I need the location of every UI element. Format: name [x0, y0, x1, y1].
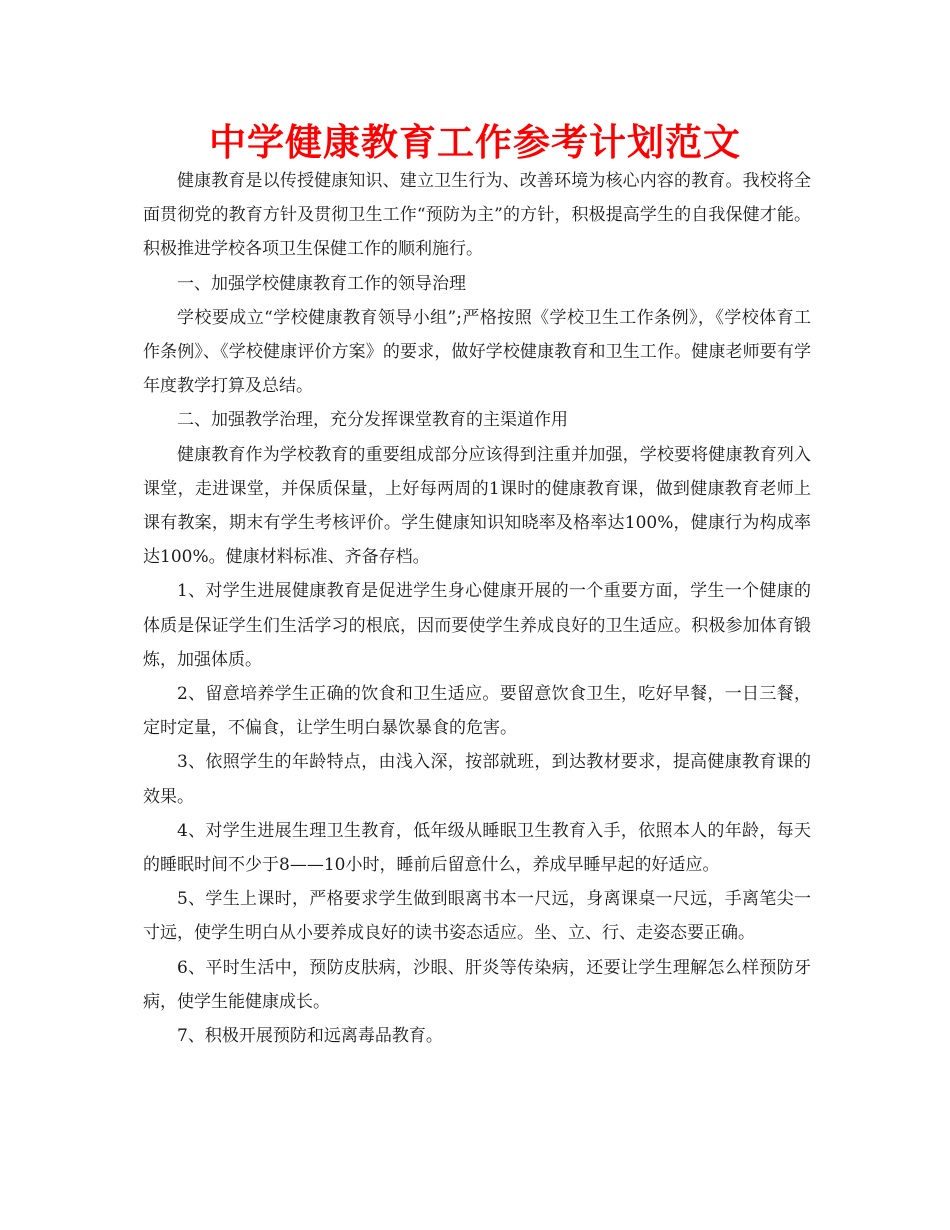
section-heading-2: 二、加强教学治理，充分发挥课堂教育的主渠道作用	[177, 410, 568, 431]
list-item: 2、留意培养学生正确的饮食和卫生适应。要留意饮食卫生，吃好早餐，一日三餐，定时定量，不偏食，让学生明白暴饮暴食的危害。	[143, 684, 811, 739]
list-item: 1、对学生进展健康教育是促进学生身心健康开展的一个重要方面，学生一个健康的体质是保证学生们生活学习的根底，因而要使学生养成良好的卫生适应。积极参加体育锻炼，加强体质。	[143, 581, 811, 670]
document-body	[143, 164, 811, 1053]
paragraph-intro: 健康教育是以传授健康知识、建立卫生行为、改善环境为核心内容的教育。我校将全面贯彻党的教育方针及贯彻卫生工作“预防为主”的方针，积极提高学生的自我保健才能。积极推进学校各项卫生保健工作的顺利施行。	[143, 171, 811, 260]
paragraph: 健康教育作为学校教育的重要组成部分应该得到注重并加强，学校要将健康教育列入课堂，走进课堂，并保质保量，上好每两周的1课时的健康教育课，做到健康教育老师上课有教案，期末有学生考核评价。学生健康知识知晓率及格率达100%，健康行为构成率达100%。健康材料标准、齐备存档。	[143, 444, 811, 568]
section-heading-1: 一、加强学校健康教育工作的领导治理	[177, 273, 466, 294]
list-item: 6、平时生活中，预防皮肤病，沙眼、肝炎等传染病，还要让学生理解怎么样预防牙病，使学生能健康成长。	[143, 957, 811, 1012]
list-item: 4、对学生进展生理卫生教育，低年级从睡眠卫生教育入手，依照本人的年龄，每天的睡眠时间不少于8——10小时，睡前后留意什么，养成早睡早起的好适应。	[143, 820, 811, 876]
list-item: 3、依照学生的年龄特点，由浅入深，按部就班，到达教材要求，提高健康教育课的效果。	[143, 752, 811, 807]
list-item: 7、积极开展预防和远离毒品教育。	[177, 1026, 443, 1047]
list-item: 5、学生上课时，严格要求学生做到眼离书本一尺远，身离课桌一尺远，手离笔尖一寸远，使学生明白从小要养成良好的读书姿态适应。坐、立、行、走姿态要正确。	[143, 889, 811, 944]
document-title: 中学健康教育工作参考计划范文	[209, 121, 741, 164]
paragraph: 学校要成立“学校健康教育领导小组”;严格按照《学校卫生工作条例》，《学校体育工作条例》、《学校健康评价方案》的要求，做好学校健康教育和卫生工作。健康老师要有学年度教学打算及总结。	[143, 307, 811, 397]
